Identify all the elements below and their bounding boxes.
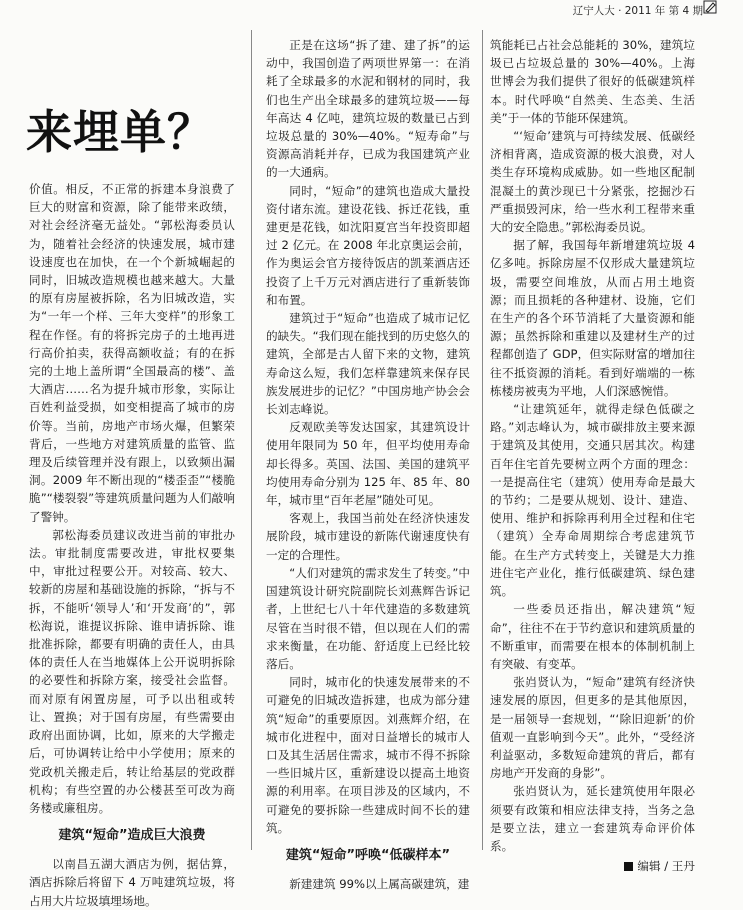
paragraph: 以南昌五湖大酒店为例，据估算，酒店拆除后将留下 4 万吨建筑垃圾，将占用大片垃圾填埋场地。 (29, 857, 235, 908)
paragraph: 同时，“短命”的建筑也造成大量投资付诸东流。建设花钱、拆迁花钱，重建更是花钱，如沈阳夏宫当年投资即超过 2 亿元。在 2008 年北京奥运会前，作为奥运会官方接待饭店的凯莱酒店还投资了上千万元对酒店进行了重新装饰和布置。 (266, 183, 470, 307)
signoff (490, 857, 695, 875)
paragraph: 郭松海委员建议改进当前的审批办法。审批制度需要改进，审批权要集中，审批过程要公开。对较高、较大、较新的房屋和基础设施的拆除，“拆与不拆，不能听‘领导人’和‘开发商’的”，郭松海说，谁提议拆除、谁申请拆除、谁批准拆除，都要有明确的责任人，由具体的责任人在当地媒体上公开说明拆除的必要性和拆除方案，接受社会监督。而对原有闲置房屋，可予以出租或转让、置换；对于国有房屋，有些需要由政府出面协调，比如，原来的大学搬走后，可协调转让给中小学使用；原来的党政机关搬走后，转让给基层的党政群机构；有些空置的办公楼甚至可改为商务楼或廉租房。 (29, 527, 235, 815)
end-mark (624, 862, 633, 871)
paragraph: 建筑过于“短命”也造成了城市记忆的缺失。“我们现在能找到的历史悠久的建筑，全部是古人留下来的文物，建筑寿命这么短，我们怎样靠建筑来保存民族发展进步的记忆？”中国房地产协会会长刘志峰说。 (266, 311, 470, 417)
pen-icon (703, 0, 717, 14)
paragraph: 一些委员还指出，解决建筑“短命”，往往不在于节约意识和建筑质量的不断重审，而需要在根本的体制机制上有突破、有变革。 (490, 602, 695, 671)
paragraph: 客观上，我国当前处在经济快速发展阶段，城市建设的新陈代谢速度快有一定的合理性。 (266, 511, 470, 562)
paragraph: “‘短命’建筑与可持续发展、低碳经济相背离，造成资源的极大浪费，对人类生存环境构成威胁。如一些地区配制混凝土的黄沙现已十分紧张，挖掘沙石严重损毁河床，给一些水利工程带来重大的安全隐患。”郭松海委员说。 (490, 129, 695, 235)
section-heading: 建筑“短命”呼唤“低碳样本” (285, 847, 451, 863)
section-heading: 建筑“短命”造成巨大浪费 (58, 828, 206, 844)
paragraph: 张岿贤认为，“短命”建筑有经济快速发展的原因，但更多的是其他原因，是一届领导一套规划，“‘除旧迎新’的价值观一直影响到今天”。此外，“受经济利益驱动，多数短命建筑的背后，都有房地产开发商的身影”。 (490, 675, 695, 781)
paragraph: 筑能耗已占社会总能耗的 30%，建筑垃圾已占垃圾总量的 30%—40%。上海世博会为我们提供了很好的低碳建筑样本。时代呼唤“自然美、生态美、生活美”于一体的节能环保建筑。 (490, 38, 695, 125)
paragraph: 价值。相反，不正常的拆建本身浪费了巨大的财富和资源，除了能带来政绩，对社会经济毫无益处。“郭松海委员认为，随着社会经济的快速发展，城市建设速度也在加快，在一个个新城崛起的同时，旧城改造规模也越来越大。大量的原有房屋被拆除，名为旧城改造，实为“一年一个样、三年大变样”的形象工程在作怪。有的将拆完房子的土地再进行高价拍卖，获得高额收益；有的在拆完的土地上盖所谓“全国最高的楼”、盖大酒店……名为提升城市形象，实际让百姓利益受损，如变相提高了城市的房价等。当前，房地产市场火爆，但繁荣背后，一些地方对建筑质量的监管、监理及后续管理并没有跟上，以致频出漏洞。2009 年不断出现的“楼歪歪”“楼脆脆”“楼裂裂”等建筑质量问题为人们敲响了警钟。 (29, 182, 235, 524)
column-divider (482, 30, 483, 850)
editor-credit: 编辑 / 王丹 (637, 859, 695, 874)
paragraph: 正是在这场“拆了建、建了拆”的运动中，我国创造了两项世界第一：在消耗了全球最多的水泥和钢材的同时，我们也生产出全球最多的建筑垃圾——每年高达 4 亿吨，建筑垃圾的数量已占到垃圾总量的 30%—40%。“短寿命”与资源高消耗并存，已成为我国建筑产业的一大通病。 (266, 38, 470, 180)
paragraph: “让建筑延年，就得走绿色低碳之路。”刘志峰认为，城市碳排放主要来源于建筑及其使用，交通只居其次。构建百年住宅首先要树立两个方面的理念：一是提高住宅（建筑）使用寿命是最大的节约；二是要从规划、设计、建造、使用、维护和拆除再利用全过程和住宅（建筑）全寿命周期综合考虑建筑节能。在生产方式转变上，关键是大力推进住宅产业化，推行低碳建筑、绿色建筑。 (490, 402, 695, 599)
paragraph: 反观欧美等发达国家，其建筑设计使用年限同为 50 年，但平均使用寿命却长得多。英国、法国、美国的建筑平均使用寿命分别为 125 年、85 年、80 年，城市里“百年老屋”随处可见。 (266, 420, 470, 508)
column-1 (29, 180, 235, 908)
article-title: 来埋单？ (26, 105, 214, 159)
paragraph: “人们对建筑的需求发生了转变。”中国建筑设计研究院副院长刘燕辉告诉记者，上世纪七八十年代建造的多数建筑尽管在当时很不错，但以现在人们的需求来衡量，在功能、舒适度上已经比较落后。 (266, 565, 470, 671)
column-divider (251, 30, 252, 850)
paragraph: 据了解，我国每年新增建筑垃圾 4 亿多吨。拆除房屋不仅形成大量建筑垃圾，需要空间堆放，从而占用土地资源；而且损耗的各种建材、设施，它们在生产的各个环节消耗了大量资源和能源；虽然拆除和重建以及建材生产的过程都创造了 GDP，但实际财富的增加往往不抵资源的消耗。看到好端端的一栋栋楼房被夷为平地，人们深感惋惜。 (490, 238, 695, 398)
page-header (0, 0, 743, 20)
paragraph: 张岿贤认为，延长建筑使用年限必须要有政策和相应法律支持，当务之急是要立法，建立一套建筑寿命评价体系。 (490, 784, 695, 853)
column-3 (490, 36, 695, 874)
running-title: 辽宁人大 · 2011 年 第 4 期 (572, 5, 703, 17)
paragraph: 同时，城市化的快速发展带来的不可避免的旧城改造拆建，也成为部分建筑“短命”的重要原因。刘燕辉介绍，在城市化进程中，面对日益增长的城市人口及其生活居住需求，城市不得不拆除一些旧城片区，重新建设以提高土地资源的利用率。在项目涉及的区域内，不可避免的要拆除一些建成时间不长的建筑。 (266, 675, 470, 835)
column-2 (266, 36, 470, 891)
paragraph: 新建建筑 99%以上属高碳建筑，建 (289, 876, 470, 891)
